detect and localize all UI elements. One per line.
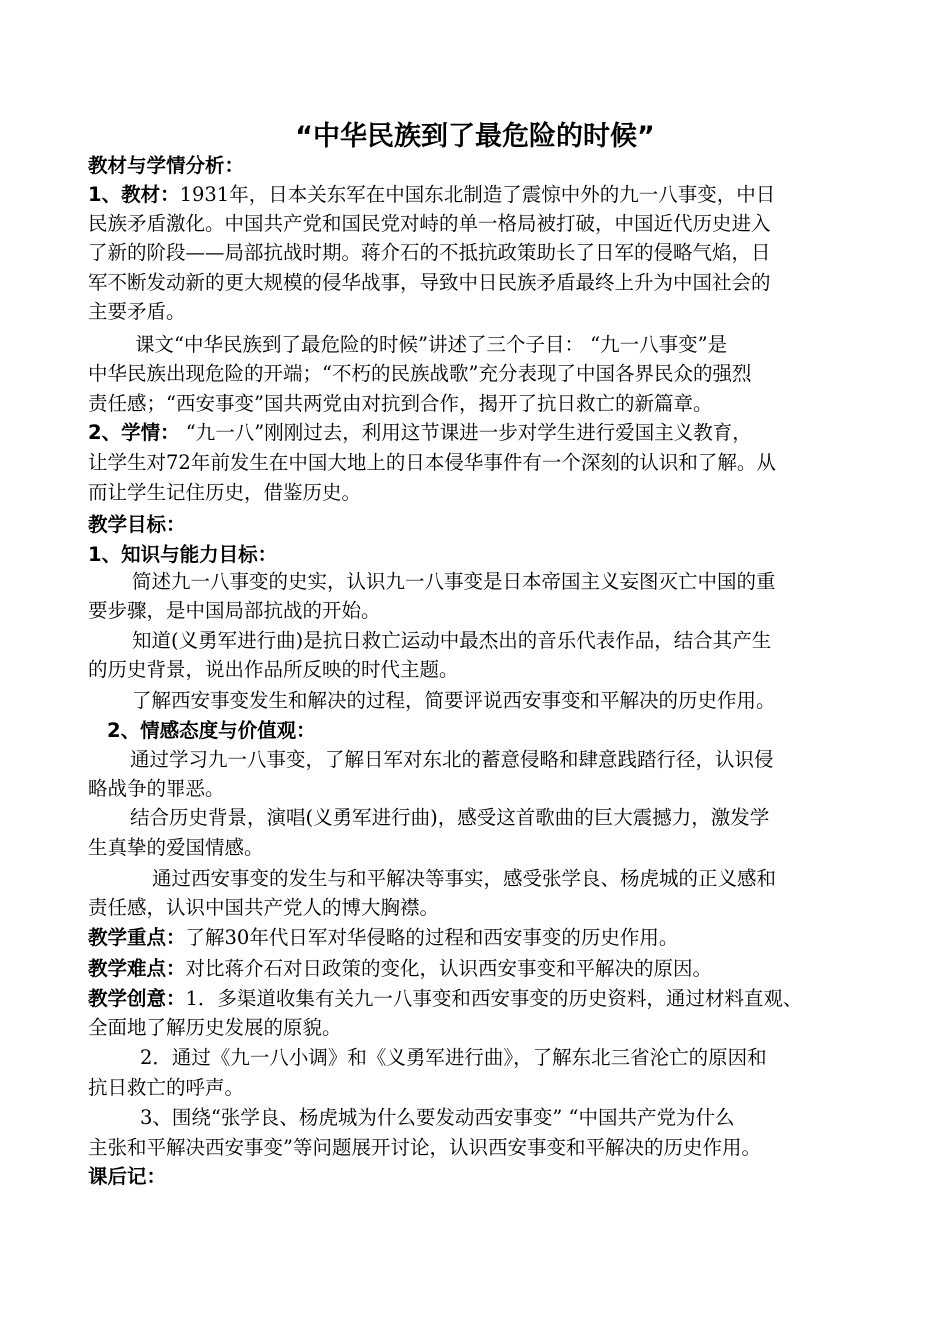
- goal1-line: 要步骤，是中国局部抗战的开始。: [88, 599, 381, 622]
- section-analysis-heading: 教材与学情分析：: [88, 154, 245, 177]
- goal1-line: 的历史背景，说出作品所反映的时代主题。: [88, 658, 459, 681]
- creative-text: 1．多渠道收集有关九一八事变和西安事变的历史资料，通过材料直观、: [185, 987, 803, 1010]
- difficulty-line: [88, 956, 712, 983]
- goal2-line: 责任感，认识中国共产党人的博大胸襟。: [88, 896, 440, 919]
- difficulty-label: 教学难点：: [88, 957, 186, 980]
- material-paragraph-line: 军不断发动新的更大规模的侵华战事，导致中日民族矛盾最终上升为中国社会的: [88, 271, 771, 294]
- learner-paragraph-line: 而让学生记住历史，借鉴历史。: [88, 481, 362, 504]
- text-paragraph-line: 中华民族出现危险的开端；“不朽的民族战歌”充分表现了中国各界民众的强烈: [88, 362, 752, 385]
- section-goals-heading: 教学目标：: [88, 513, 186, 536]
- creative-line: 全面地了解历史发展的原貌。: [88, 1016, 342, 1039]
- goal2-line: 通过学习九一八事变，了解日军对东北的蓄意侵略和肆意践踏行径，认识侵: [130, 748, 774, 771]
- learner-text: “九一八”刚刚过去，利用这节课进一步对学生进行爱国主义教育，: [179, 421, 752, 444]
- creative-label: 教学创意：: [88, 987, 186, 1010]
- material-paragraph-line: [88, 182, 775, 209]
- goal1-line: 知道(义勇军进行曲)是抗日救亡运动中最杰出的音乐代表作品，结合其产生: [132, 629, 772, 652]
- learner-paragraph-line: 让学生对72年前发生在中国大地上的日本侵华事件有一个深刻的认识和了解。从: [88, 451, 776, 474]
- creative-line: 3、围绕“张学良、杨虎城为什么要发动西安事变” “中国共产党为什么: [140, 1106, 735, 1129]
- creative-line: [88, 986, 802, 1013]
- creative-line: 抗日救亡的呼声。: [88, 1076, 245, 1099]
- difficulty-text: 对比蒋介石对日政策的变化，认识西安事变和平解决的原因。: [185, 957, 713, 980]
- learner-label: 2、学情：: [88, 421, 180, 444]
- material-paragraph-line: 主要矛盾。: [88, 300, 186, 323]
- after-class-notes-label: 课后记：: [88, 1165, 167, 1188]
- goal2-heading: 2、情感态度与价值观：: [107, 719, 316, 742]
- goal2-line: 略战争的罪恶。: [88, 777, 225, 800]
- goal1-heading: 1、知识与能力目标：: [88, 543, 278, 566]
- text-paragraph-line: 责任感；“西安事变”国共两党由对抗到合作，揭开了抗日救亡的新篇章。: [88, 392, 713, 415]
- key-text: 了解30年代日军对华侵略的过程和西安事变的历史作用。: [185, 926, 679, 949]
- key-label: 教学重点：: [88, 926, 186, 949]
- key-point-line: [88, 925, 678, 952]
- goal1-line: 简述九一八事变的史实，认识九一八事变是日本帝国主义妄图灭亡中国的重: [132, 570, 776, 593]
- goal1-line: 了解西安事变发生和解决的过程，简要评说西安事变和平解决的历史作用。: [132, 689, 776, 712]
- creative-line: 2．通过《九一八小调》和《义勇军进行曲》，了解东北三省沦亡的原因和: [140, 1046, 767, 1069]
- goal2-line: 通过西安事变的发生与和平解决等事实，感受张学良、杨虎城的正义感和: [152, 867, 777, 890]
- learner-paragraph-line: [88, 420, 752, 447]
- material-text: 1931年，日本关东军在中国东北制造了震惊中外的九一八事变，中日: [179, 183, 776, 206]
- goal2-line: 结合历史背景，演唱(义勇军进行曲)，感受这首歌曲的巨大震撼力，激发学: [130, 806, 770, 829]
- material-paragraph-line: 了新的阶段——局部抗战时期。蒋介石的不抵抗政策助长了日军的侵略气焰，日: [88, 241, 771, 264]
- creative-line: 主张和平解决西安事变”等问题展开讨论，认识西安事变和平解决的历史作用。: [88, 1136, 761, 1159]
- material-paragraph-line: 民族矛盾激化。中国共产党和国民党对峙的单一格局被打破，中国近代历史进入: [88, 212, 771, 235]
- goal2-line: 生真挚的爱国情感。: [88, 836, 264, 859]
- page-title: “中华民族到了最危险的时候”: [295, 121, 655, 152]
- material-label: 1、教材：: [88, 183, 180, 206]
- text-paragraph-line: 课文“中华民族到了最危险的时候”讲述了三个子目： “九一八事变”是: [135, 333, 728, 356]
